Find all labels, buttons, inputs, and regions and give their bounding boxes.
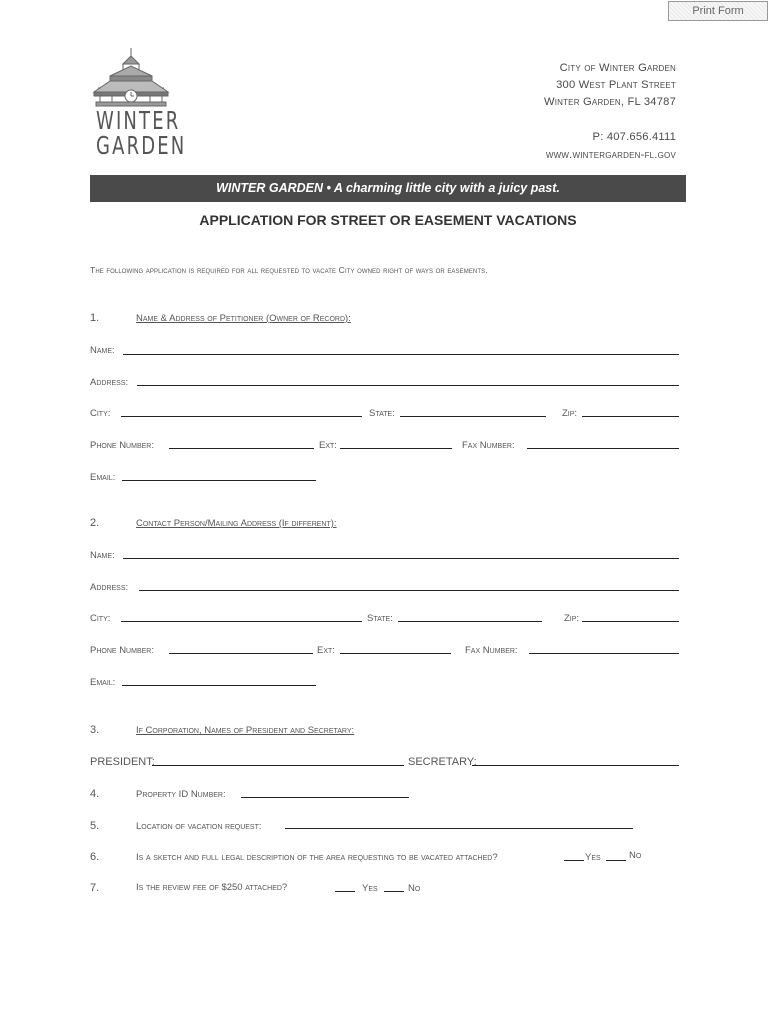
s1-fax-label: Fax Number: xyxy=(462,440,515,451)
s2-ext-field[interactable] xyxy=(340,653,451,654)
print-form-button[interactable]: Print Form xyxy=(668,1,768,21)
section-1-heading: Name & Address of Petitioner (Owner of Record): xyxy=(136,313,351,324)
s1-state-field[interactable] xyxy=(400,416,546,417)
s1-phone-field[interactable] xyxy=(169,448,314,449)
s2-state-label: State: xyxy=(367,613,393,624)
city-street: 300 West Plant Street xyxy=(556,79,676,91)
s2-address-field[interactable] xyxy=(139,590,679,591)
s1-fax-field[interactable] xyxy=(527,448,679,449)
s2-phone-field[interactable] xyxy=(169,653,313,654)
s1-address-label: Address: xyxy=(90,377,129,388)
section-2-number: 2. xyxy=(90,517,100,529)
property-id-field[interactable] xyxy=(241,797,409,798)
section-2-heading: Contact Person/Mailing Address (If different): xyxy=(136,518,337,529)
fee-no-label: No xyxy=(408,883,421,894)
s1-name-field[interactable] xyxy=(123,354,679,355)
secretary-label: SECRETARY: xyxy=(408,756,477,768)
s1-state-label: State: xyxy=(369,408,395,419)
sketch-question: Is a sketch and full legal description of the area requesting to be vacated attached? xyxy=(136,852,498,863)
s1-name-label: Name: xyxy=(90,345,115,356)
s2-city-label: City: xyxy=(90,613,111,624)
s1-ext-field[interactable] xyxy=(340,448,452,449)
city-name: City of Winter Garden xyxy=(559,62,676,74)
s1-zip-field[interactable] xyxy=(582,416,679,417)
s1-city-label: City: xyxy=(90,408,111,419)
sketch-no-field[interactable] xyxy=(606,860,626,861)
s2-state-field[interactable] xyxy=(398,621,542,622)
sketch-yes-field[interactable] xyxy=(564,860,584,861)
s1-zip-label: Zip: xyxy=(562,408,578,419)
location-label: Location of vacation request: xyxy=(136,821,262,832)
fee-yes-label: Yes xyxy=(362,883,378,894)
city-phone: P: 407.656.4111 xyxy=(592,131,676,143)
section-3-heading: If Corporation, Names of President and Secretary: xyxy=(136,725,355,736)
property-id-label: Property ID Number: xyxy=(136,789,226,800)
fee-yes-field[interactable] xyxy=(335,891,355,892)
s1-ext-label: Ext: xyxy=(319,440,337,451)
tagline-banner: WINTER GARDEN • A charming little city with a juicy past. xyxy=(90,175,686,202)
s2-address-label: Address: xyxy=(90,582,129,593)
section-1-number: 1. xyxy=(90,312,100,324)
secretary-field[interactable] xyxy=(472,765,679,766)
s1-phone-label: Phone Number: xyxy=(90,440,154,451)
logo-wordmark: WINTER GARDEN xyxy=(96,106,187,160)
location-field[interactable] xyxy=(285,828,633,829)
s2-name-label: Name: xyxy=(90,550,115,561)
s2-fax-field[interactable] xyxy=(529,653,679,654)
s2-phone-label: Phone Number: xyxy=(90,645,154,656)
s2-fax-label: Fax Number: xyxy=(465,645,518,656)
section-6-number: 6. xyxy=(90,851,100,863)
sketch-no-label: No xyxy=(629,850,642,861)
fee-question: Is the review fee of $250 attached? xyxy=(136,882,288,893)
section-7-number: 7. xyxy=(90,882,100,894)
section-3-number: 3. xyxy=(90,724,100,736)
sketch-yes-label: Yes xyxy=(585,852,601,863)
s2-email-field[interactable] xyxy=(122,685,316,686)
page-title: APPLICATION FOR STREET OR EASEMENT VACATIONS xyxy=(199,212,577,228)
s2-zip-label: Zip: xyxy=(564,613,580,624)
intro-text: The following application is required for all requested to vacate City owned right of ways or easements. xyxy=(90,265,488,275)
s1-address-field[interactable] xyxy=(137,385,679,386)
city-website: www.wintergarden-fl.gov xyxy=(545,149,676,161)
s1-email-field[interactable] xyxy=(122,480,316,481)
section-5-number: 5. xyxy=(90,820,100,832)
city-citystate: Winter Garden, FL 34787 xyxy=(543,96,676,108)
s2-city-field[interactable] xyxy=(121,621,362,622)
s2-ext-label: Ext: xyxy=(317,645,335,656)
president-field[interactable] xyxy=(152,765,404,766)
s1-city-field[interactable] xyxy=(121,416,362,417)
president-label: PRESIDENT: xyxy=(90,756,155,768)
s2-email-label: Email: xyxy=(90,677,116,688)
fee-no-field[interactable] xyxy=(384,891,404,892)
s2-zip-field[interactable] xyxy=(582,621,679,622)
section-4-number: 4. xyxy=(90,788,100,800)
s2-name-field[interactable] xyxy=(123,558,679,559)
s1-email-label: Email: xyxy=(90,472,116,483)
